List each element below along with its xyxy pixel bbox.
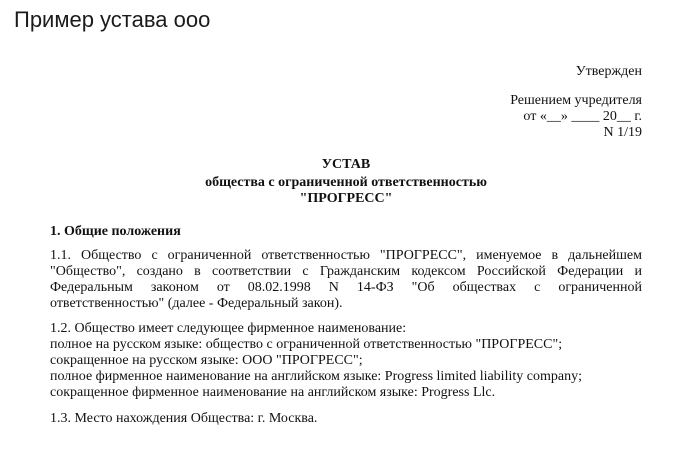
date-line: от «__» ____ 20__ г.: [523, 109, 642, 124]
approved-label: Утвержден: [575, 64, 642, 79]
paragraph-line: "Общество", создано в соответствии с Гражданским кодексом Российской Федерации и: [50, 264, 642, 279]
charter-subtitle: общества с ограниченной ответственностью: [205, 175, 487, 190]
paragraph-line: полное на русском языке: общество с ограниченной ответственностью "ПРОГРЕСС";: [50, 337, 563, 352]
paragraph-line: Федеральным законом от 08.02.1998 N 14-ФЗ "Об обществах с ограниченной: [50, 280, 642, 295]
document-number: N 1/19: [603, 125, 642, 140]
paragraph-line: сокращенное на русском языке: ООО "ПРОГРЕСС";: [50, 353, 363, 368]
decision-label: Решением учредителя: [510, 93, 642, 108]
paragraph-line: 1.3. Место нахождения Общества: г. Москва.: [50, 411, 318, 426]
paragraph-line: полное фирменное наименование на английском языке: Progress limited liability company;: [50, 369, 582, 384]
section-heading: 1. Общие положения: [50, 224, 181, 239]
paragraph-1-1: [50, 248, 642, 312]
paragraph-1-3: [50, 411, 642, 427]
paragraph-line: 1.2. Общество имеет следующее фирменное наименование:: [50, 321, 407, 336]
company-name: "ПРОГРЕСС": [299, 191, 393, 206]
paragraph-1-2: [50, 321, 642, 401]
page-title: Пример устава ооо: [14, 7, 211, 32]
paragraph-line: ответственностью" (далее - Федеральный закон).: [50, 296, 343, 311]
paragraph-line: сокращенное фирменное наименование на английском языке: Progress Llc.: [50, 385, 496, 400]
charter-title: УСТАВ: [321, 157, 371, 172]
paragraph-line: 1.1. Общество с ограниченной ответственностью "ПРОГРЕСС", именуемое в дальнейшем: [50, 248, 642, 263]
